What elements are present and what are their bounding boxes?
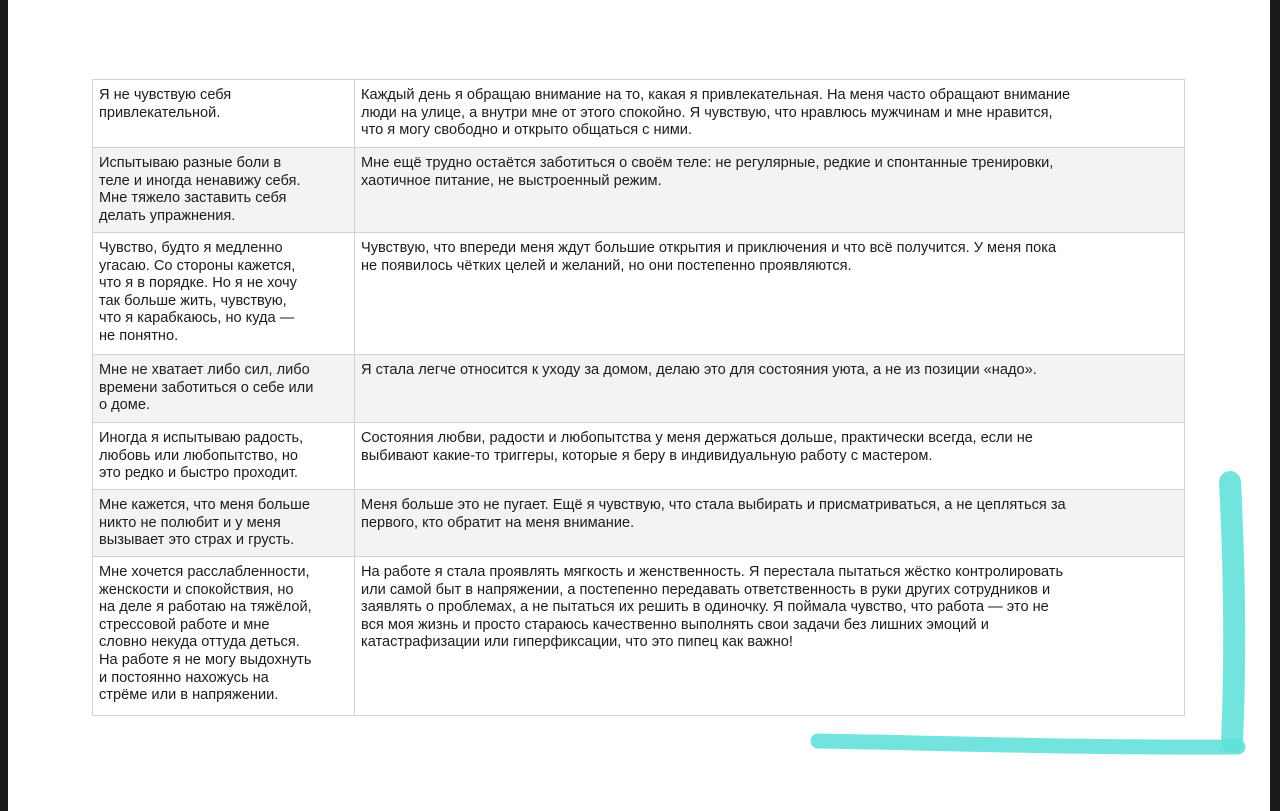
table-row: [93, 233, 1185, 355]
after-cell: Меня больше это не пугает. Ещё я чувствую, что стала выбирать и присматриваться, а не цепляться за первого, кто обратит на меня внимание.: [355, 490, 1185, 556]
table-row: [93, 355, 1185, 423]
before-cell: Мне хочется расслабленности, женскости и спокойствия, но на деле я работаю на тяжёлой, стрессовой работе и мне словно некуда оттуда деться. На работе я не могу выдохнуть и постоянно нахожусь на стрёме или в напряжении.: [93, 557, 355, 715]
table-row: [93, 423, 1185, 490]
before-cell: Я не чувствую себя привлекательной.: [93, 80, 355, 147]
after-cell: Мне ещё трудно остаётся заботиться о своём теле: не регулярные, редкие и спонтанные тренировки, хаотичное питание, не выстроенный режим.: [355, 148, 1185, 232]
before-cell: Испытываю разные боли в теле и иногда ненавижу себя. Мне тяжело заставить себя делать упражнения.: [93, 148, 355, 232]
before-cell: Чувство, будто я медленно угасаю. Со стороны кажется, что я в порядке. Но я не хочу так больше жить, чувствую, что я карабкаюсь, но куда — не понятно.: [93, 233, 355, 354]
after-cell: На работе я стала проявлять мягкость и женственность. Я перестала пытаться жёстко контролировать или самой быт в напряжении, а постепенно передавать ответственность в руки других сотрудников и заявлять о проблемах, а не пытаться их решить в одиночку. Я поймала чувство, что работа — это не вся моя жизнь и просто стараюсь качественно выполнять свои задачи без лишних эмоций и катастрафизации или гиперфиксации, что это пипец как важно!: [355, 557, 1185, 715]
table-row: [93, 80, 1185, 148]
marker-stroke-horizontal: [818, 741, 1238, 747]
before-cell: Иногда я испытываю радость, любовь или любопытство, но это редко и быстро проходит.: [93, 423, 355, 489]
after-cell: Состояния любви, радости и любопытства у меня держаться дольше, практически всегда, если не выбивают какие-то триггеры, которые я беру в индивидуальную работу с мастером.: [355, 423, 1185, 489]
after-cell: Чувствую, что впереди меня ждут большие открытия и приключения и что всё получится. У меня пока не появилось чётких целей и желаний, но они постепенно проявляются.: [355, 233, 1185, 354]
table-row: [93, 490, 1185, 557]
table-row: [93, 557, 1185, 716]
before-cell: Мне не хватает либо сил, либо времени заботиться о себе или о доме.: [93, 355, 355, 422]
after-cell: Каждый день я обращаю внимание на то, какая я привлекательная. На меня часто обращают внимание люди на улице, а внутри мне от этого спокойно. Я чувствую, что нравлюсь мужчинам и мне нравится, что я могу свободно и открыто общаться с ними.: [355, 80, 1185, 147]
marker-stroke-vertical: [1230, 482, 1234, 742]
after-cell: Я стала легче относится к уходу за домом, делаю это для состояния уюта, а не из позиции «надо».: [355, 355, 1185, 422]
document-page: [8, 0, 1270, 811]
comparison-table: [92, 79, 1185, 716]
table-row: [93, 148, 1185, 233]
before-cell: Мне кажется, что меня больше никто не полюбит и у меня вызывает это страх и грусть.: [93, 490, 355, 556]
